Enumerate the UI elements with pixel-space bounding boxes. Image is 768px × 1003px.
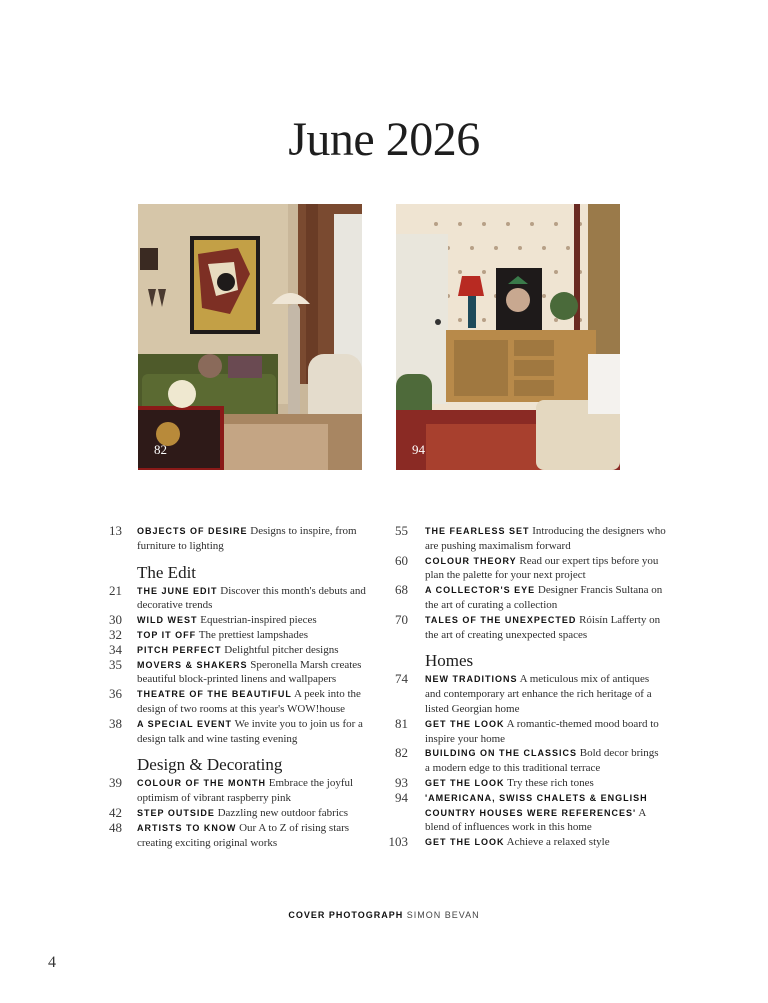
entry-page-number: 93 (395, 774, 408, 790)
contents-entry[interactable] (100, 524, 372, 554)
entry-heading: GET THE LOOK (425, 837, 505, 848)
contents-entry[interactable] (384, 672, 666, 716)
entry-heading: A COLLECTOR'S EYE (425, 585, 536, 596)
entry-page-number: 13 (109, 523, 122, 538)
contents-entry[interactable] (384, 746, 666, 776)
entry-page-number: 35 (109, 656, 122, 672)
entry-description: Róisín Lafferty on the art of creating unexpected spaces (425, 613, 661, 641)
entry-heading: THE JUNE EDIT (137, 585, 218, 596)
contents-entry[interactable] (100, 806, 372, 821)
entry-heading: GET THE LOOK (425, 777, 505, 788)
entry-heading: NEW TRADITIONS (425, 674, 518, 685)
cover-credit-name: SIMON BEVAN (406, 910, 480, 920)
entry-description: Discover this month's debuts and decorative trends (137, 584, 366, 612)
section-heading: Homes (425, 651, 474, 671)
entry-heading: TOP IT OFF (137, 629, 197, 640)
entry-page-number: 55 (395, 523, 408, 538)
entry-page-number: 81 (395, 715, 408, 731)
contents-entry[interactable] (100, 584, 372, 614)
entry-description: Designs to inspire, from furniture to lighting (137, 525, 357, 552)
entry-description: Designer Francis Sultana on the art of curating a collection (425, 584, 663, 611)
contents-entry[interactable] (384, 776, 666, 791)
entry-description: Our A to Z of rising stars creating exciting original works (137, 821, 350, 849)
contents-entry[interactable] (384, 554, 666, 584)
photo-page-number: 82 (154, 442, 167, 457)
entry-heading: MOVERS & SHAKERS (137, 659, 248, 670)
entry-description: A meticulous mix of antiques and contemporary art enhance the rich heritage of a listed Georgian home (425, 673, 652, 715)
entry-heading: A SPECIAL EVENT (137, 718, 233, 729)
entry-page-number: 39 (109, 775, 122, 791)
entry-heading: PITCH PERFECT (137, 644, 222, 655)
entry-heading: ARTISTS TO KNOW (137, 822, 237, 833)
entry-page-number: 82 (395, 745, 408, 761)
contents-entry[interactable] (100, 643, 372, 658)
entry-heading: WILD WEST (137, 615, 198, 626)
page-number: 4 (48, 954, 56, 971)
entry-heading: COLOUR THEORY (425, 555, 517, 566)
entry-page-number: 34 (109, 641, 122, 657)
entry-description: Equestrian-inspired pieces (200, 614, 317, 627)
entry-description: A romantic-themed mood board to inspire your home (425, 717, 659, 745)
entry-description: Introducing the designers who are pushing maximalism forward (425, 525, 666, 552)
entry-description: Bold decor brings a modern edge to this traditional terrace (425, 747, 659, 775)
entry-heading: 'AMERICANA, SWISS CHALETS & ENGLISH COUNTRY HOUSES WERE REFERENCES' (425, 792, 648, 818)
entry-description: A blend of influences work in this home (425, 806, 646, 834)
entry-description: Dazzling new outdoor fabrics (217, 806, 349, 819)
entry-page-number: 94 (395, 789, 408, 805)
contents-entry[interactable] (100, 613, 372, 628)
entry-page-number: 36 (109, 686, 122, 702)
bedroom-photo[interactable] (396, 204, 620, 470)
contents-entry[interactable] (384, 835, 666, 850)
entry-heading: GET THE LOOK (425, 718, 505, 729)
entry-heading: BUILDING ON THE CLASSICS (425, 748, 578, 759)
entry-heading: STEP OUTSIDE (137, 807, 215, 818)
entry-page-number: 32 (109, 626, 122, 642)
contents-entry[interactable] (384, 583, 666, 613)
entry-heading: THEATRE OF THE BEAUTIFUL (137, 689, 292, 700)
entry-heading: TALES OF THE UNEXPECTED (425, 614, 577, 625)
contents-entry[interactable] (384, 717, 666, 747)
contents-entry[interactable] (384, 791, 666, 835)
entry-description: Embrace the joyful optimism of vibrant raspberry pink (137, 777, 354, 805)
cover-credit-label: COVER PHOTOGRAPH (288, 910, 404, 920)
entry-description: Delightful pitcher designs (224, 643, 339, 656)
contents-entry[interactable] (100, 776, 372, 806)
entry-description: Try these rich tones (507, 776, 594, 789)
contents-entry[interactable] (384, 613, 666, 643)
entry-description: A peek into the design of two rooms at this year's WOW!house (137, 688, 361, 715)
entry-page-number: 42 (109, 804, 122, 820)
contents-entry[interactable] (384, 524, 666, 554)
contents-entry[interactable] (100, 717, 372, 747)
entry-description: The prettiest lampshades (198, 628, 309, 641)
entry-description: Achieve a relaxed style (506, 836, 610, 849)
living-room-illustration (138, 204, 362, 470)
contents-entry[interactable] (100, 821, 372, 851)
entry-page-number: 38 (109, 715, 122, 731)
contents-entry[interactable] (100, 658, 372, 688)
entry-heading: COLOUR OF THE MONTH (137, 778, 266, 789)
contents-column-left (100, 524, 372, 850)
contents-column-right (384, 524, 666, 850)
entry-description: Read our expert tips before you plan the palette for your next project (425, 554, 659, 582)
entry-page-number: 60 (395, 552, 408, 568)
entry-heading: THE FEARLESS SET (425, 526, 530, 536)
living-room-photo[interactable] (138, 204, 362, 470)
entry-page-number: 70 (395, 611, 408, 627)
page-title: June 2026 (288, 113, 480, 166)
entry-description: Speronella Marsh creates beautiful block-printed linens and wallpapers (137, 658, 362, 686)
entry-page-number: 21 (109, 582, 122, 598)
entry-heading: OBJECTS OF DESIRE (137, 526, 248, 536)
entry-description: We invite you to join us for a design talk and wine tasting evening (137, 717, 363, 745)
section-heading: Design & Decorating (137, 755, 283, 775)
entry-page-number: 68 (395, 582, 408, 598)
entry-page-number: 103 (388, 834, 408, 850)
contents-entry[interactable] (100, 628, 372, 643)
entry-page-number: 30 (109, 612, 122, 628)
cover-credit (0, 910, 768, 920)
contents-entry[interactable] (100, 687, 372, 717)
photo-page-number: 94 (412, 442, 425, 457)
bedroom-illustration (396, 204, 620, 470)
section-heading: The Edit (137, 562, 197, 582)
entry-page-number: 48 (109, 819, 122, 835)
entry-page-number: 74 (395, 671, 408, 687)
